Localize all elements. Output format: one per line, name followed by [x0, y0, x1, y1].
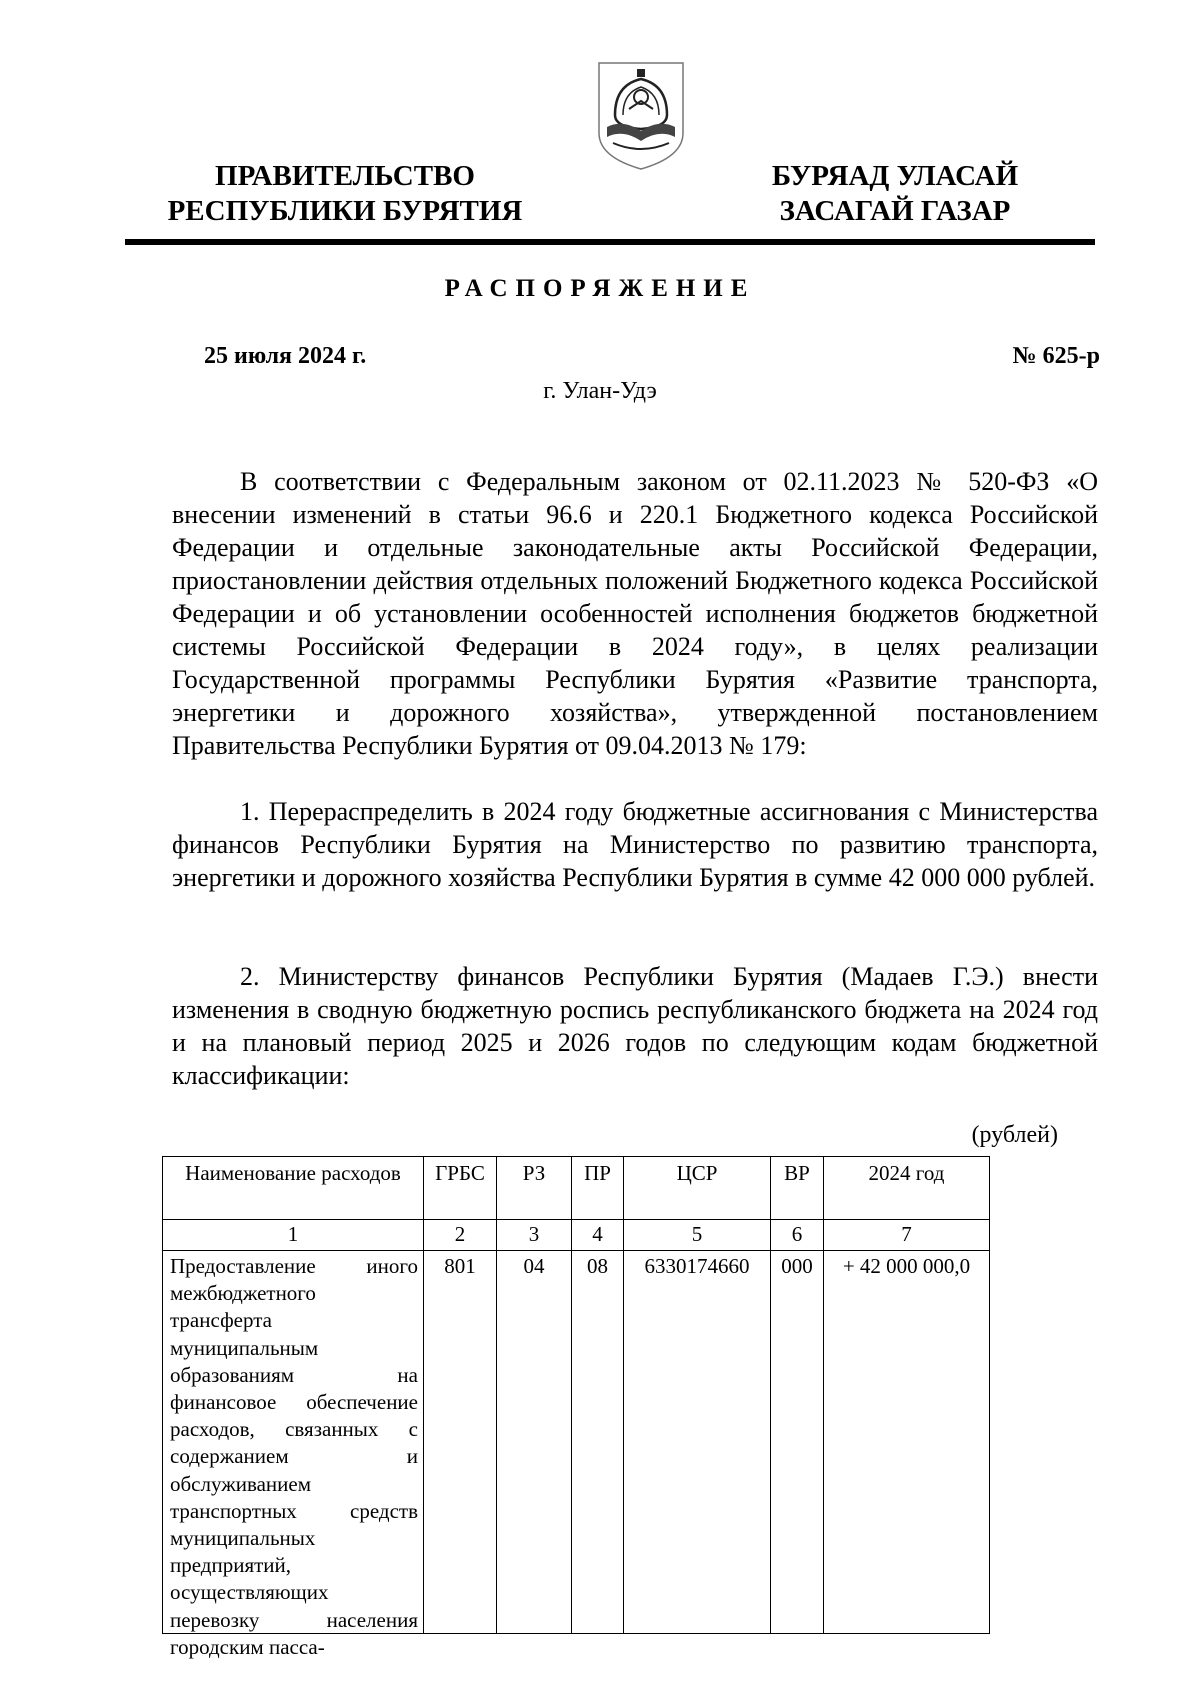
column-number: 4: [572, 1220, 624, 1251]
item-1-text: 1. Перераспределить в 2024 году бюджетные ассигнования с Министерства финансов Республики Бурятия на Министерство по развитию транспорта, энергетики и дорожного хозяйства Республики Бурятия в сумме 42 000 000 рублей.: [172, 797, 1098, 892]
document-date: 25 июля 2024 г.: [204, 343, 367, 369]
column-number: 3: [497, 1220, 572, 1251]
pr-cell: 08: [572, 1251, 624, 1634]
expense-name-cell: [163, 1251, 424, 1659]
grbs-cell: 801: [424, 1251, 497, 1634]
rz-cell: 04: [497, 1251, 572, 1634]
issuer-name-buryat-line-2: ЗАСАГАЙ ГАЗАР: [779, 195, 1011, 227]
issuer-name-line-1: ПРАВИТЕЛЬСТВО: [215, 160, 475, 192]
coat-of-arms-icon: [593, 57, 689, 175]
document-number: № 625-р: [1012, 343, 1100, 369]
table-units-label: (рублей): [971, 1122, 1058, 1148]
item-2-text: 2. Министерству финансов Республики Бурятия (Мадаев Г.Э.) внести изменения в сводную бюджетную роспись республиканского бюджета на 2024 год и на плановый период 2025 и 2026 годов по следующим кодам бюджетной классификации:: [172, 962, 1098, 1090]
item-2-paragraph: [172, 960, 1098, 1092]
item-1-paragraph: [172, 795, 1098, 894]
header-rz: РЗ: [497, 1157, 572, 1220]
document-title: РАСПОРЯЖЕНИЕ: [444, 275, 756, 302]
budget-table: [162, 1156, 990, 1659]
table-row: [163, 1251, 990, 1634]
table-header-row: [163, 1157, 990, 1220]
csr-cell: 6330174660: [624, 1251, 771, 1634]
column-number: 6: [771, 1220, 824, 1251]
amount-cell: + 42 000 000,0: [824, 1251, 990, 1634]
header-pr: ПР: [572, 1157, 624, 1220]
header-divider: [125, 239, 1095, 245]
column-number: 1: [163, 1220, 424, 1251]
issuer-name-buryat-line-1: БУРЯАД УЛАСАЙ: [771, 160, 1019, 192]
document-city: г. Улан-Удэ: [543, 378, 657, 404]
header-csr: ЦСР: [624, 1157, 771, 1220]
issuer-name-line-2: РЕСПУБЛИКИ БУРЯТИЯ: [167, 195, 523, 227]
column-number: 5: [624, 1220, 771, 1251]
preamble-paragraph: [172, 465, 1098, 762]
column-number: 7: [824, 1220, 990, 1251]
header-year: 2024 год: [824, 1157, 990, 1220]
issuer-name-russian: [160, 159, 530, 229]
expense-name: Предоставление иного межбюджетного трансферта муниципальным образованиям на финансовое обеспечение расходов, связанных с содержанием и обслуживанием транспортных средств муниципальных предприятий, осуществляющих перевозку населения городским пасса-: [170, 1254, 418, 1659]
preamble-text: В соответствии с Федеральным законом от 02.11.2023 № 520-ФЗ «О внесении изменений в статьи 96.6 и 220.1 Бюджетного кодекса Российской Федерации и отдельные законодательные акты Российской Федерации, приостановлении действия отдельных положений Бюджетного кодекса Российской Федерации и об установлении особенностей исполнения бюджетов бюджетной системы Российской Федерации в 2024 году», в целях реализации Государственной программы Республики Бурятия «Развитие транспорта, энергетики и дорожного хозяйства», утвержденной постановлением Правительства Республики Бурятия от 09.04.2013 № 179:: [172, 467, 1098, 760]
header-grbs: ГРБС: [424, 1157, 497, 1220]
vr-cell: 000: [771, 1251, 824, 1634]
header-name: Наименование расходов: [163, 1157, 424, 1220]
column-number: 2: [424, 1220, 497, 1251]
issuer-name-buryat: [755, 159, 1035, 229]
table-column-numbers-row: [163, 1220, 990, 1251]
header-vr: ВР: [771, 1157, 824, 1220]
